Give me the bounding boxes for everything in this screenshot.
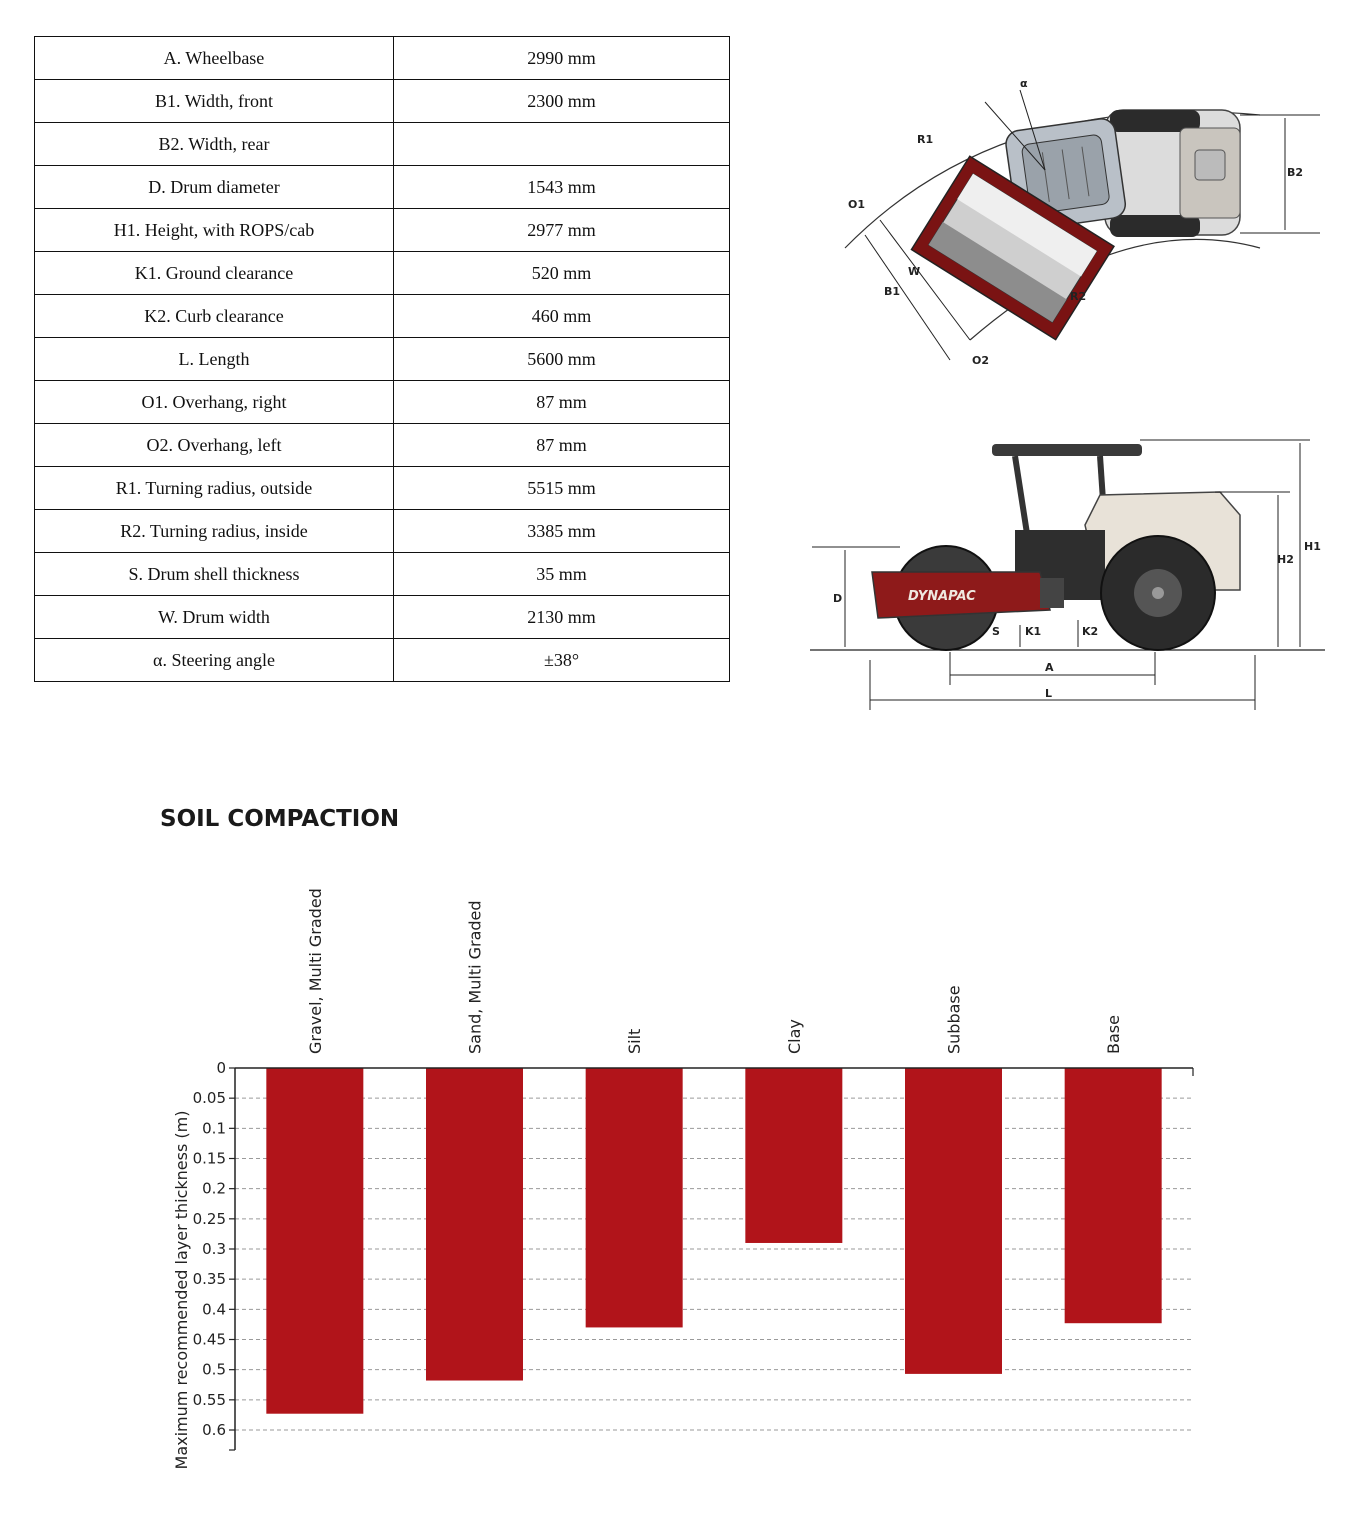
spec-label: W. Drum width <box>35 596 394 639</box>
spec-value: 460 mm <box>394 295 730 338</box>
h2-label: H2 <box>1277 553 1294 566</box>
y-tick-label: 0.5 <box>202 1360 226 1379</box>
s-label: S <box>992 625 1000 638</box>
alpha-label: α <box>1020 77 1028 90</box>
spec-row <box>35 596 730 639</box>
spec-value: 87 mm <box>394 424 730 467</box>
d-label: D <box>833 592 843 605</box>
y-tick-label: 0.15 <box>192 1149 226 1168</box>
spec-value: 2130 mm <box>394 596 730 639</box>
category-label: Silt <box>625 1028 645 1054</box>
y-tick-label: 0 <box>216 1059 226 1077</box>
bar <box>1065 1068 1162 1323</box>
b2-label: B2 <box>1287 166 1304 179</box>
section-title: SOIL COMPACTION <box>160 806 400 832</box>
spec-label: D. Drum diameter <box>35 166 394 209</box>
bar <box>266 1068 363 1414</box>
y-tick-label: 0.55 <box>192 1390 226 1409</box>
a-label: A <box>1045 661 1054 674</box>
category-label: Sand, Multi Graded <box>465 900 485 1054</box>
spec-value: 2990 mm <box>394 37 730 80</box>
spec-row <box>35 553 730 596</box>
spec-label: K2. Curb clearance <box>35 295 394 338</box>
y-tick-label: 0.45 <box>192 1330 226 1349</box>
spec-row <box>35 252 730 295</box>
bar <box>745 1068 842 1243</box>
spec-value: 520 mm <box>394 252 730 295</box>
rear-frame <box>1105 110 1240 237</box>
y-tick-label: 0.6 <box>202 1421 226 1439</box>
y-tick-label: 0.3 <box>202 1240 226 1258</box>
y-tick-label: 0.2 <box>202 1179 226 1198</box>
spec-label: A. Wheelbase <box>35 37 394 80</box>
spec-row <box>35 166 730 209</box>
chart-grid <box>235 1098 1193 1430</box>
y-tick-label: 0.25 <box>192 1209 226 1228</box>
spec-row <box>35 338 730 381</box>
spec-value: 87 mm <box>394 381 730 424</box>
spec-label: R2. Turning radius, inside <box>35 510 394 553</box>
spec-value <box>394 123 730 166</box>
chart-bars <box>266 1068 1161 1414</box>
spec-row <box>35 123 730 166</box>
spec-row <box>35 80 730 123</box>
spec-value: 1543 mm <box>394 166 730 209</box>
spec-value: ±38° <box>394 639 730 682</box>
spec-value: 35 mm <box>394 553 730 596</box>
y-tick-label: 0.05 <box>192 1089 226 1108</box>
o2-label: O2 <box>972 354 990 367</box>
bar <box>426 1068 523 1381</box>
top-view-diagram <box>820 70 1340 370</box>
y-tick-label: 0.35 <box>192 1270 226 1289</box>
spec-label: H1. Height, with ROPS/cab <box>35 209 394 252</box>
spec-label: O2. Overhang, left <box>35 424 394 467</box>
spec-row <box>35 295 730 338</box>
spec-table <box>34 36 730 682</box>
spec-label: S. Drum shell thickness <box>35 553 394 596</box>
r2-label: R2 <box>1070 290 1087 303</box>
spec-row <box>35 510 730 553</box>
category-label: Base <box>1104 1015 1124 1054</box>
w-label: W <box>908 265 921 278</box>
spec-row <box>35 639 730 682</box>
spec-row <box>35 209 730 252</box>
spec-row <box>35 381 730 424</box>
bar <box>586 1068 683 1327</box>
spec-value: 2300 mm <box>394 80 730 123</box>
spec-row <box>35 467 730 510</box>
spec-label: L. Length <box>35 338 394 381</box>
category-label: Gravel, Multi Graded <box>305 888 325 1054</box>
k1-label: K1 <box>1025 625 1042 638</box>
spec-label: α. Steering angle <box>35 639 394 682</box>
spec-label: B2. Width, rear <box>35 123 394 166</box>
spec-label: B1. Width, front <box>35 80 394 123</box>
y-tick-label: 0.1 <box>202 1119 226 1138</box>
brand-logo: DYNAPAC <box>908 589 976 604</box>
spec-label: O1. Overhang, right <box>35 381 394 424</box>
spec-row <box>35 424 730 467</box>
spec-label: K1. Ground clearance <box>35 252 394 295</box>
soil-compaction-chart <box>0 860 1366 1500</box>
spec-label: R1. Turning radius, outside <box>35 467 394 510</box>
r1-label: R1 <box>917 133 934 146</box>
side-view-diagram <box>800 430 1340 720</box>
spec-table-body <box>35 37 730 682</box>
bar <box>905 1068 1002 1374</box>
k2-label: K2 <box>1082 625 1099 638</box>
category-label: Clay <box>784 1019 804 1054</box>
b1-label: B1 <box>884 285 901 298</box>
o1-label: O1 <box>848 198 866 211</box>
y-axis-label: Maximum recommended layer thickness (m) <box>172 1110 191 1470</box>
l-label: L <box>1045 687 1053 700</box>
spec-row <box>35 37 730 80</box>
category-label: Subbase <box>944 985 964 1054</box>
spec-value: 5600 mm <box>394 338 730 381</box>
y-tick-label: 0.4 <box>202 1300 226 1319</box>
spec-value: 5515 mm <box>394 467 730 510</box>
spec-value: 3385 mm <box>394 510 730 553</box>
spec-value: 2977 mm <box>394 209 730 252</box>
h1-label: H1 <box>1304 540 1321 553</box>
chart-category-labels <box>306 888 1123 1054</box>
